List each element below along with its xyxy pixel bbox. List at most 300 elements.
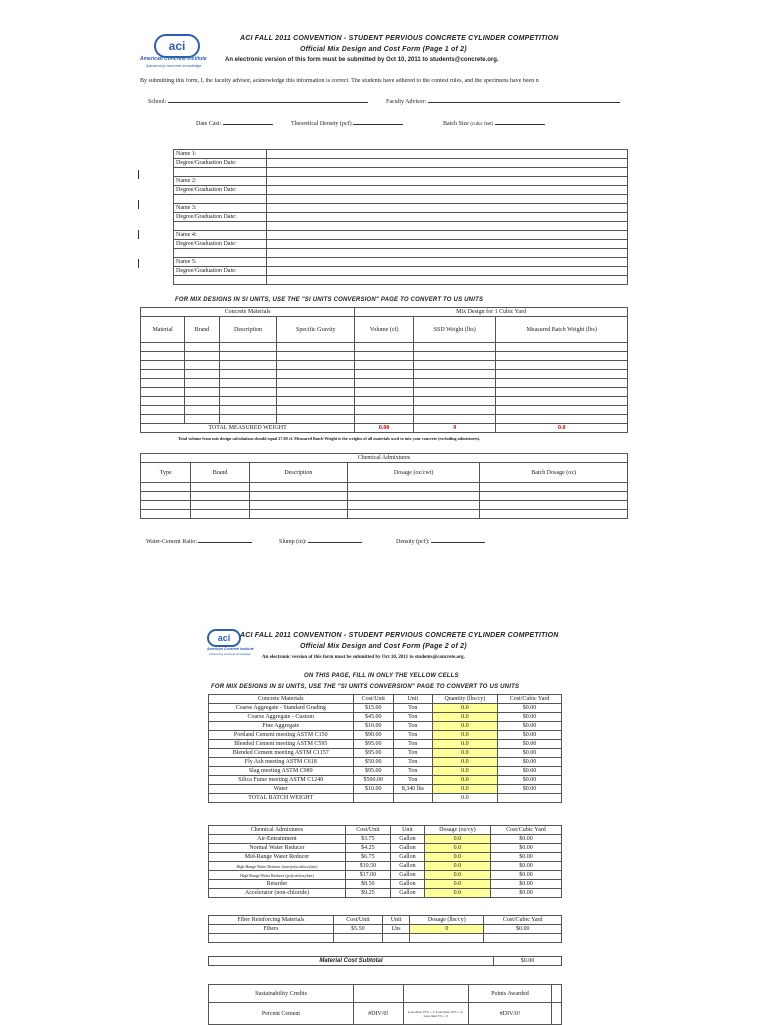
density2-label: Density (pcf):	[396, 539, 430, 545]
cost-cell: $10.00	[353, 722, 394, 731]
mix-cell[interactable]	[185, 370, 219, 379]
cost-cell: $17.00	[345, 871, 390, 880]
cost-cell: $0.00	[498, 704, 562, 713]
quantity-input[interactable]: 0.0	[432, 722, 497, 731]
cost-cell: $4.25	[345, 844, 390, 853]
admix-cell[interactable]	[249, 501, 347, 510]
team-members-table	[173, 149, 628, 285]
admix-col-header: Description	[249, 463, 347, 483]
submission-notice: An electronic version of this form must be submitted by Oct 10, 2011 to students@concrete.org.	[225, 57, 499, 63]
admixtures-table	[140, 453, 628, 519]
mix-cell[interactable]	[219, 370, 277, 379]
cost-cell: Ton	[394, 740, 433, 749]
mix-cell[interactable]	[355, 406, 414, 415]
quantity-input[interactable]: 0.0	[424, 844, 490, 853]
admix-row	[141, 483, 628, 492]
cost-cell: $0.00	[490, 862, 561, 871]
mix-cell[interactable]	[496, 343, 628, 352]
mix-cell[interactable]	[414, 397, 496, 406]
date-cast-label: Date Cast:	[196, 121, 222, 127]
margin-mark	[138, 230, 139, 239]
mix-row	[141, 415, 628, 424]
member-degree-label: Degree/Graduation Date:	[174, 267, 267, 276]
mix-design-header: Mix Design for 1 Cubic Yard	[355, 308, 628, 317]
cost-col-header: Cost/Unit	[353, 695, 394, 704]
page-title: ACI FALL 2011 CONVENTION - STUDENT PERVIOUS CONCRETE CYLINDER COMPETITION	[240, 35, 559, 42]
page2-subtitle: Official Mix Design and Cost Form (Page 2 of 2)	[300, 643, 467, 650]
mix-row	[141, 343, 628, 352]
member-name-row	[174, 231, 628, 240]
mix-cell[interactable]	[496, 361, 628, 370]
member-degree-row	[174, 267, 628, 276]
admix-cell[interactable]	[141, 501, 191, 510]
mix-cell[interactable]	[414, 343, 496, 352]
cost-cell: 8,340 lbs	[394, 785, 433, 794]
mix-cell[interactable]	[277, 397, 355, 406]
fiber-dosage-input[interactable]: 0	[410, 925, 484, 934]
spacer-cell	[174, 276, 267, 285]
cost-row	[209, 758, 562, 767]
cost-cell: Coarse Aggregate - Standard Grading	[209, 704, 354, 713]
mix-cell[interactable]	[219, 379, 277, 388]
mix-cell[interactable]	[141, 343, 185, 352]
cost-cell: $0.00	[498, 713, 562, 722]
mix-cell[interactable]	[277, 415, 355, 424]
batch-label: Batch Size	[443, 121, 469, 127]
admix-row	[141, 501, 628, 510]
admix-cell[interactable]	[249, 492, 347, 501]
aci-name-2: American Concrete Institute	[207, 647, 254, 651]
admix-row	[141, 492, 628, 501]
mix-cell[interactable]	[219, 343, 277, 352]
quantity-input[interactable]: 0.0	[424, 835, 490, 844]
mix-cell[interactable]	[185, 415, 219, 424]
mix-row	[141, 352, 628, 361]
cost-cell: $0.00	[490, 853, 561, 862]
cost-cell: $0.00	[498, 785, 562, 794]
member-degree-label: Degree/Graduation Date:	[174, 240, 267, 249]
cost-col-header: Fiber Reinforcing Materials	[209, 916, 334, 925]
admix-cell[interactable]	[141, 492, 191, 501]
admix-cell[interactable]	[347, 492, 479, 501]
margin-mark	[138, 200, 139, 209]
cost-cell: Gallon	[390, 889, 424, 898]
cost-col-header: Unit	[383, 916, 410, 925]
quantity-input[interactable]: 0.0	[432, 776, 497, 785]
mix-cell[interactable]	[355, 415, 414, 424]
mix-cell[interactable]	[141, 379, 185, 388]
cost-cell: $0.00	[490, 844, 561, 853]
batch-size-field[interactable]	[443, 121, 545, 127]
cost-cell: $0.00	[498, 731, 562, 740]
mix-row	[141, 370, 628, 379]
cost-col-header: Unit	[394, 695, 433, 704]
cost-cell: Air-Entrainment	[209, 835, 346, 844]
cost-row	[209, 731, 562, 740]
admix-col-header: Dosage (oz/cwt)	[347, 463, 479, 483]
water-cement-field[interactable]	[146, 539, 252, 545]
cost-cell: $90.00	[353, 731, 394, 740]
cost-cell: Ton	[394, 722, 433, 731]
percent-cement-label: Percent Cement	[209, 1003, 354, 1025]
mix-cell[interactable]	[496, 388, 628, 397]
mix-cell[interactable]	[141, 388, 185, 397]
mix-row	[141, 361, 628, 370]
admix-row	[141, 510, 628, 519]
cost-cell: $95.00	[353, 767, 394, 776]
cost-row	[209, 740, 562, 749]
mix-cell[interactable]	[414, 406, 496, 415]
cost-row	[209, 776, 562, 785]
total-batch-weight-label: TOTAL BATCH WEIGHT	[209, 794, 354, 803]
mix-cell[interactable]	[185, 343, 219, 352]
mix-cell[interactable]	[185, 397, 219, 406]
mix-cell[interactable]	[414, 415, 496, 424]
fiber-cell: Lbs	[383, 925, 410, 934]
cost-cell: $0.00	[490, 835, 561, 844]
cost-cell: $0.00	[498, 722, 562, 731]
cost-col-header: Unit	[390, 826, 424, 835]
admix-cell[interactable]	[347, 483, 479, 492]
spacer-cell	[267, 276, 628, 285]
total-batch-weight: 0.0	[496, 424, 628, 433]
mix-cell[interactable]	[355, 379, 414, 388]
batch-unit: (cubic feet)	[470, 122, 494, 127]
sustainability-header: Sustainability Credits	[209, 985, 354, 1003]
aci-tagline-2: Advancing concrete knowledge	[209, 652, 251, 656]
fiber-cell: $5.50	[333, 925, 382, 934]
mix-col-header: Volume (cf)	[355, 317, 414, 343]
density-label: Theoretical Density (pcf)	[291, 121, 352, 127]
page-subtitle: Official Mix Design and Cost Form (Page 1 of 2)	[300, 46, 467, 53]
cost-row	[209, 880, 562, 889]
quantity-input[interactable]: 0.0	[432, 767, 497, 776]
mix-cell[interactable]	[141, 406, 185, 415]
cost-cell: $500.00	[353, 776, 394, 785]
cost-cell: Ton	[394, 767, 433, 776]
advisor-statement: By submitting this form, I, the faculty advisor, acknowledge this information is correct. The students have adhered to the contest rules, and the specimens have been n	[140, 78, 539, 84]
cost-cell: $8.50	[345, 880, 390, 889]
page2-title: ACI FALL 2011 CONVENTION - STUDENT PERVIOUS CONCRETE CYLINDER COMPETITION	[240, 632, 559, 639]
cost-cell: Water	[209, 785, 354, 794]
cost-cell: Ton	[394, 776, 433, 785]
member-spacer-row	[174, 168, 628, 177]
member-degree-input[interactable]	[267, 213, 628, 222]
cost-cell: $0.00	[490, 889, 561, 898]
sustainability-table	[208, 984, 562, 1025]
mix-cell[interactable]	[185, 406, 219, 415]
admix-cell[interactable]	[249, 510, 347, 519]
admix-cell[interactable]	[480, 510, 628, 519]
density-field[interactable]	[291, 121, 403, 127]
cost-cell: $95.00	[353, 749, 394, 758]
member-degree-row	[174, 240, 628, 249]
cost-cell: $0.00	[498, 776, 562, 785]
total-batch-weight-value: 0.0	[432, 794, 497, 803]
member-name-row	[174, 204, 628, 213]
admix-cell[interactable]	[347, 510, 479, 519]
quantity-input[interactable]: 0.0	[432, 713, 497, 722]
material-cost-subtotal-row	[208, 956, 562, 966]
spacer-cell	[174, 168, 267, 177]
cost-cell: Silica Fume meeting ASTM C1240	[209, 776, 354, 785]
cost-row	[209, 749, 562, 758]
mix-cell[interactable]	[496, 379, 628, 388]
cost-cell: $10.50	[345, 862, 390, 871]
quantity-input[interactable]: 0.0	[432, 785, 497, 794]
mix-cell[interactable]	[185, 388, 219, 397]
mix-cell[interactable]	[496, 397, 628, 406]
cost-cell: Ton	[394, 731, 433, 740]
mix-cell[interactable]	[355, 361, 414, 370]
mix-cell[interactable]	[277, 352, 355, 361]
quantity-input[interactable]: 0.0	[424, 862, 490, 871]
quantity-input[interactable]: 0.0	[424, 871, 490, 880]
cost-row	[209, 704, 562, 713]
aci-name: American Concrete Institute	[140, 56, 207, 62]
mix-cell[interactable]	[185, 379, 219, 388]
page2-notice: An electronic version of this form must be submitted by Oct 10, 2011 to students@concrete.org.	[262, 655, 465, 660]
advisor-label: Faculty Advisor:	[386, 99, 427, 105]
quantity-input[interactable]: 0.0	[424, 880, 490, 889]
mix-cell[interactable]	[185, 352, 219, 361]
mix-cell[interactable]	[141, 397, 185, 406]
cost-cell: $50.00	[353, 758, 394, 767]
member-degree-label: Degree/Graduation Date:	[174, 213, 267, 222]
member-name-label: Name 3:	[174, 204, 267, 213]
mix-cell[interactable]	[496, 370, 628, 379]
spacer-cell	[267, 249, 628, 258]
mix-col-header: Measured Batch Weight (lbs)	[496, 317, 628, 343]
mix-cell[interactable]	[414, 352, 496, 361]
mix-cell[interactable]	[219, 388, 277, 397]
subtotal-value: $0.00	[494, 957, 562, 966]
cost-row	[209, 722, 562, 731]
mix-cell[interactable]	[496, 415, 628, 424]
total-ssd-weight: 0	[414, 424, 496, 433]
admix-cell[interactable]	[480, 483, 628, 492]
mix-row	[141, 388, 628, 397]
spacer-cell	[267, 195, 628, 204]
member-name-input[interactable]	[267, 150, 628, 159]
mix-cell[interactable]	[277, 388, 355, 397]
admix-col-header: Brand	[191, 463, 250, 483]
mix-cell[interactable]	[185, 361, 219, 370]
mix-cell[interactable]	[355, 352, 414, 361]
cost-row	[209, 889, 562, 898]
cost-cell: Mid-Range Water Reducer	[209, 853, 346, 862]
aci-logo: aci	[154, 34, 200, 58]
cost-cell: Gallon	[390, 862, 424, 871]
mix-cell[interactable]	[219, 397, 277, 406]
member-name-input[interactable]	[267, 204, 628, 213]
spacer-cell	[174, 195, 267, 204]
volume-note: Total volume from mix design calculations should equal 27.00 cf. Measured Batch Weight is the weights of all materials used to mix your concrete (excluding admixtures).	[178, 436, 481, 441]
member-degree-label: Degree/Graduation Date:	[174, 186, 267, 195]
member-name-row	[174, 177, 628, 186]
mix-cell[interactable]	[496, 352, 628, 361]
cost-cell: Fine Aggregate	[209, 722, 354, 731]
cost-col-header: Cost/Cubic Yard	[484, 916, 562, 925]
percent-cement-value: #DIV/0!	[354, 1003, 404, 1025]
cost-col-header: Cost/Unit	[333, 916, 382, 925]
mix-cell[interactable]	[277, 343, 355, 352]
spacer-cell	[267, 222, 628, 231]
mix-cell[interactable]	[277, 370, 355, 379]
mix-row	[141, 397, 628, 406]
total-measured-weight-label: TOTAL MEASURED WEIGHT	[141, 424, 355, 433]
mix-cell[interactable]	[355, 388, 414, 397]
admix-cell[interactable]	[191, 501, 250, 510]
cost-cell: $10.00	[353, 785, 394, 794]
member-degree-row	[174, 159, 628, 168]
admix-cell[interactable]	[480, 501, 628, 510]
fiber-cost-table	[208, 915, 562, 943]
mix-cell[interactable]	[414, 361, 496, 370]
mix-col-header: Brand	[185, 317, 219, 343]
member-name-input[interactable]	[267, 231, 628, 240]
admix-cell[interactable]	[347, 501, 479, 510]
cost-col-header: Cost/Unit	[345, 826, 390, 835]
cost-cell: Gallon	[390, 871, 424, 880]
admix-cell[interactable]	[191, 483, 250, 492]
mix-cell[interactable]	[219, 415, 277, 424]
mix-cell[interactable]	[219, 361, 277, 370]
cost-cell: $6.75	[345, 853, 390, 862]
percent-cement-scale: Less than 15% = 1; Less than 10% = 2; Less than 5% = 3	[403, 1003, 468, 1025]
member-degree-input[interactable]	[267, 240, 628, 249]
cost-cell: $45.00	[353, 713, 394, 722]
mix-cell[interactable]	[219, 406, 277, 415]
points-awarded-header: Points Awarded	[468, 985, 552, 1003]
member-name-input[interactable]	[267, 177, 628, 186]
member-name-input[interactable]	[267, 258, 628, 267]
mix-cell[interactable]	[496, 406, 628, 415]
admixture-cost-table	[208, 825, 562, 898]
mix-cell[interactable]	[141, 370, 185, 379]
spacer-cell	[174, 222, 267, 231]
cost-cell: Gallon	[390, 853, 424, 862]
cost-cell: $0.00	[498, 758, 562, 767]
faculty-advisor-field[interactable]	[386, 99, 620, 105]
admix-cell[interactable]	[480, 492, 628, 501]
mix-cell[interactable]	[414, 370, 496, 379]
member-degree-input[interactable]	[267, 186, 628, 195]
quantity-input[interactable]: 0.0	[424, 853, 490, 862]
member-spacer-row	[174, 249, 628, 258]
cost-cell: Blended Cement meeting ASTM C595	[209, 740, 354, 749]
quantity-input[interactable]: 0.0	[424, 889, 490, 898]
material-cost-table	[208, 694, 562, 803]
cost-cell: $0.00	[490, 871, 561, 880]
mix-cell[interactable]	[277, 361, 355, 370]
cost-cell: Normal Water Reducer	[209, 844, 346, 853]
cost-col-header: Chemical Admixtures	[209, 826, 346, 835]
mix-cell[interactable]	[141, 415, 185, 424]
cost-cell: Coarse Aggregate - Custom	[209, 713, 354, 722]
admix-cell[interactable]	[191, 510, 250, 519]
cost-cell: Blended Cement meeting ASTM C1157	[209, 749, 354, 758]
quantity-input[interactable]: 0.0	[432, 704, 497, 713]
cost-col-header: Cost/Cubic Yard	[498, 695, 562, 704]
cost-cell: $9.25	[345, 889, 390, 898]
cost-cell: Ton	[394, 749, 433, 758]
member-degree-input[interactable]	[267, 159, 628, 168]
cost-cell: High-Range Water Reducer (polycarboxylate)	[209, 871, 346, 880]
slump-field[interactable]	[279, 539, 362, 545]
admix-col-header: Batch Dosage (oz)	[480, 463, 628, 483]
mix-cell[interactable]	[277, 406, 355, 415]
fiber-cell: $0.00	[484, 925, 562, 934]
quantity-input[interactable]: 0.0	[432, 749, 497, 758]
mix-cell[interactable]	[219, 352, 277, 361]
quantity-input[interactable]: 0.0	[432, 740, 497, 749]
mix-cell[interactable]	[355, 370, 414, 379]
cost-cell: High-Range Water Reducer (non-polycarboxylate)	[209, 862, 346, 871]
cost-row	[209, 844, 562, 853]
density-pcf-field[interactable]	[396, 539, 485, 545]
mix-cell[interactable]	[355, 397, 414, 406]
admix-cell[interactable]	[249, 483, 347, 492]
mix-row	[141, 379, 628, 388]
member-spacer-row	[174, 222, 628, 231]
member-degree-row	[174, 213, 628, 222]
mix-col-header: Specific Gravity	[277, 317, 355, 343]
cost-cell: Accelerator (non-chloride)	[209, 889, 346, 898]
slump-label: Slump (in):	[279, 539, 307, 545]
mix-cell[interactable]	[141, 352, 185, 361]
mix-cell[interactable]	[355, 343, 414, 352]
quantity-input[interactable]: 0.0	[432, 731, 497, 740]
mix-cell[interactable]	[414, 388, 496, 397]
member-spacer-row	[174, 276, 628, 285]
mix-col-header: Material	[141, 317, 185, 343]
cost-cell: Slag meeting ASTM C989	[209, 767, 354, 776]
cost-cell: Gallon	[390, 844, 424, 853]
cost-row	[209, 871, 562, 880]
admix-cell[interactable]	[141, 483, 191, 492]
member-spacer-row	[174, 195, 628, 204]
member-name-row	[174, 150, 628, 159]
wc-label: Water-Cement Ratio:	[146, 539, 197, 545]
member-name-label: Name 1:	[174, 150, 267, 159]
school-field[interactable]	[148, 99, 368, 105]
cost-cell: Gallon	[390, 880, 424, 889]
mix-cell[interactable]	[141, 361, 185, 370]
mix-col-header: SSD Weight (lbs)	[414, 317, 496, 343]
quantity-input[interactable]: 0.0	[432, 758, 497, 767]
margin-mark	[138, 170, 139, 179]
cost-col-header: Concrete Materials	[209, 695, 354, 704]
cost-cell: Portland Cement meeting ASTM C150	[209, 731, 354, 740]
total-volume: 0.00	[355, 424, 414, 433]
mix-col-header: Description	[219, 317, 277, 343]
member-degree-input[interactable]	[267, 267, 628, 276]
admix-cell[interactable]	[191, 492, 250, 501]
date-cast-field[interactable]	[196, 121, 273, 127]
margin-mark	[138, 259, 139, 268]
member-name-label: Name 2:	[174, 177, 267, 186]
cost-col-header: Quantity (lbs/cy)	[432, 695, 497, 704]
member-degree-row	[174, 186, 628, 195]
mix-cell[interactable]	[414, 379, 496, 388]
si-units-note: FOR MIX DESIGNS IN SI UNITS, USE THE "SI UNITS CONVERSION" PAGE TO CONVERT TO US UNITS	[175, 297, 484, 303]
admix-cell[interactable]	[141, 510, 191, 519]
si-units-note-2: FOR MIX DESIGNS IN SI UNITS, USE THE "SI UNITS CONVERSION" PAGE TO CONVERT TO US UNITS	[211, 684, 520, 690]
mix-cell[interactable]	[277, 379, 355, 388]
cost-cell: Ton	[394, 713, 433, 722]
mix-row	[141, 406, 628, 415]
